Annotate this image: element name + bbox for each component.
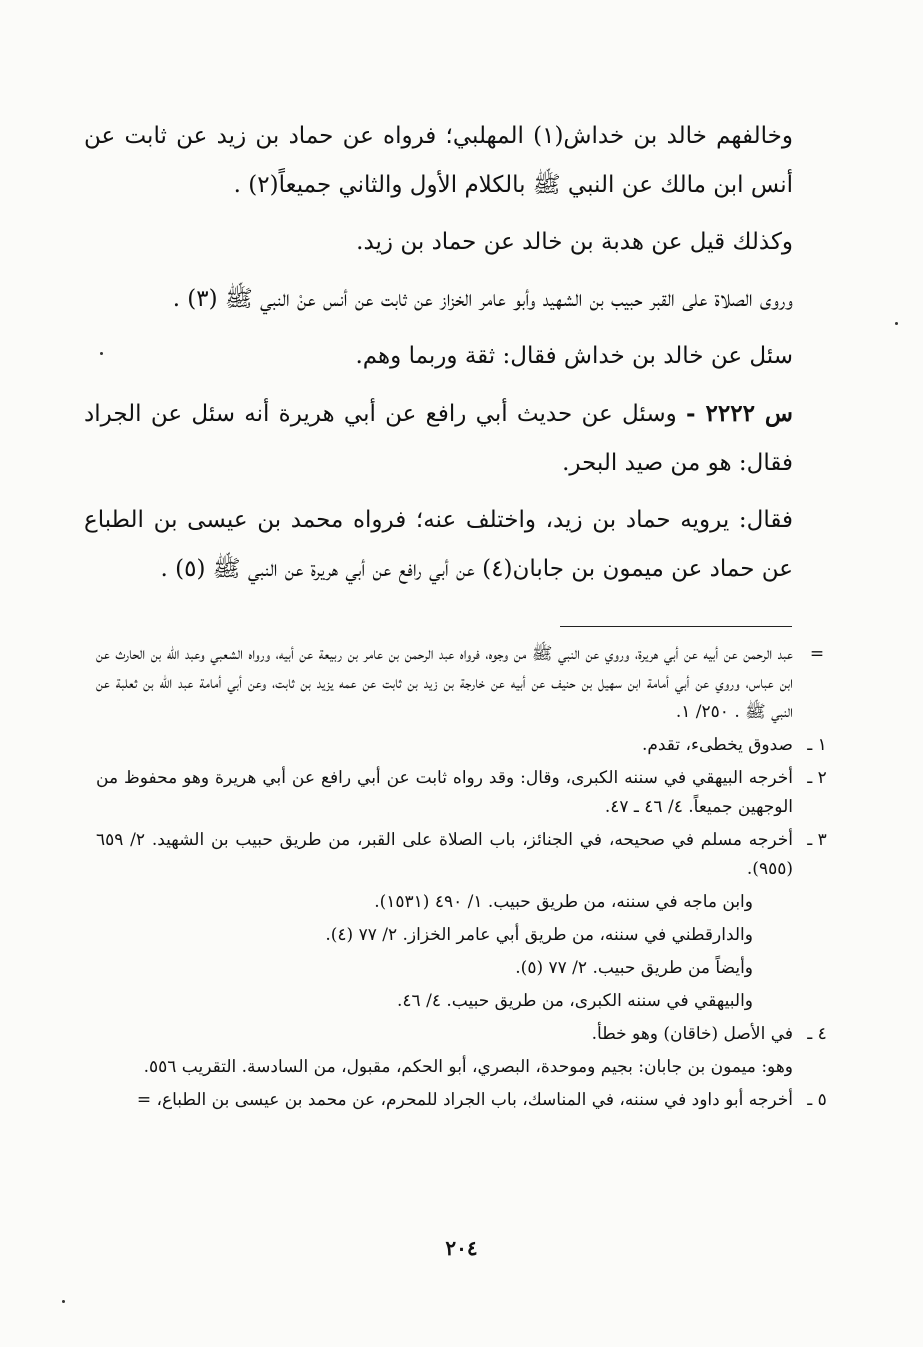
question-number: س ٢٢٢٢ - <box>685 400 793 427</box>
footnote-mark: ٣ ـ <box>807 830 827 850</box>
footnote-2 <box>96 764 827 822</box>
footnote-4-detail: وهو: ميمون بن جابان: بجيم وموحدة، البصري، أبو الحكم، مقبول، من السادسة. التقريب ٥٥٦. <box>143 1057 793 1077</box>
footnote-3-line: وأيضاً من طريق حبيب. ٢/ ٧٧ (٥). <box>515 958 753 978</box>
footnote-5 <box>96 1086 827 1115</box>
paragraph-4: سئل عن خالد بن خداش فقال: ثقة وربما وهم. <box>355 343 793 369</box>
paragraph-1: وخالفهم خالد بن خداش(١) المهلبي؛ فرواه عن حماد بن زيد عن ثابت عن أنس ابن مالك عن النبي ﷺ بالكلام الأول والثاني جميعاً(٢) . <box>84 123 793 198</box>
scan-speck <box>895 322 898 325</box>
main-text <box>84 112 793 602</box>
footnote-mark: = <box>809 644 825 664</box>
footnotes <box>96 640 827 1119</box>
footnote-1 <box>96 731 827 760</box>
footnote-mark: ٤ ـ <box>807 1024 827 1044</box>
footnote-text: صدوق يخطىء، تقدم. <box>641 735 793 755</box>
footnote-mark: ١ ـ <box>807 735 827 755</box>
footnote-mark: ٢ ـ <box>807 768 827 788</box>
footnote-divider <box>560 626 792 627</box>
footnote-text: أخرجه مسلم في صحيحه، في الجنائز، باب الصلاة على القبر، من طريق حبيب بن الشهيد. ٢/ ٦٥٩ (٩٥٥). <box>96 830 794 879</box>
footnote-text: أخرجه أبو داود في سننه، في المناسك، باب الجراد للمحرم، عن محمد بن عيسى بن الطباع، = <box>136 1090 793 1110</box>
footnote-3-line: والبيهقي في سننه الكبرى، من طريق حبيب. ٤/ ٤٦. <box>397 991 753 1011</box>
footnote-continued <box>96 640 825 727</box>
footnote-3-line: وابن ماجه في سننه، من طريق حبيب. ١/ ٤٩٠ (١٥٣١). <box>374 892 753 912</box>
footnote-4 <box>96 1020 827 1049</box>
paragraph-2: وكذلك قيل عن هدبة بن خالد عن حماد بن زيد. <box>356 229 793 255</box>
paragraph-3: وروى الصلاة على القبر حبيب بن الشهيد وأبو عامر الخزاز عن ثابت عن أنس عنْ النبي ﷺ (٣) . <box>172 286 793 312</box>
answer-paragraph: فقال: يرويه حماد بن زيد، واختلف عنه؛ فرواه محمد بن عيسى بن الطباع عن حماد عن ميمون بن جابان(٤) عن أبي رافع عن أبي هريرة عن النبي ﷺ (٥) . <box>84 507 793 582</box>
footnote-text: في الأصل (خاقان) وهو خطأ. <box>591 1024 793 1044</box>
footnote-3 <box>96 826 827 884</box>
footnote-mark: ٥ ـ <box>807 1090 827 1110</box>
scan-speck <box>62 1300 65 1303</box>
question-paragraph <box>84 389 793 488</box>
footnote-3-line: والدارقطني في سننه، من طريق أبي عامر الخزاز. ٢/ ٧٧ (٤). <box>325 925 753 945</box>
question-text: وسئل عن حديث أبي رافع عن أبي هريرة أنه سئل عن الجراد فقال: هو من صيد البحر. <box>84 401 793 476</box>
scan-speck <box>100 352 103 355</box>
page-number: ٢٠٤ <box>445 1236 478 1260</box>
footnote-text: أخرجه البيهقي في سننه الكبرى، وقال: وقد رواه ثابت عن أبي رافع عن أبي هريرة وهو محفوظ من الوجهين جميعاً. ٤/ ٤٦ ـ ٤٧. <box>96 768 793 817</box>
footnote-text: عبد الرحمن عن أبيه عن أبي هريرة، وروي عن النبي ﷺ من وجوه، فرواه عبد الرحمن بن عامر بن ربيعة عن أبيه، ورواه الشعبي وعبد الله بن الحارث عن ابن عباس، وروي عن أبي أمامة ابن سهيل بن حنيف عن أبيه عن خارجة بن زيد بن ثابت عن عمه يزيد بن ثابت، وعن أبي أمامة عبد الله بن ثعلبة عن النبي ﷺ . ٢٥٠/ ١. <box>96 644 793 722</box>
